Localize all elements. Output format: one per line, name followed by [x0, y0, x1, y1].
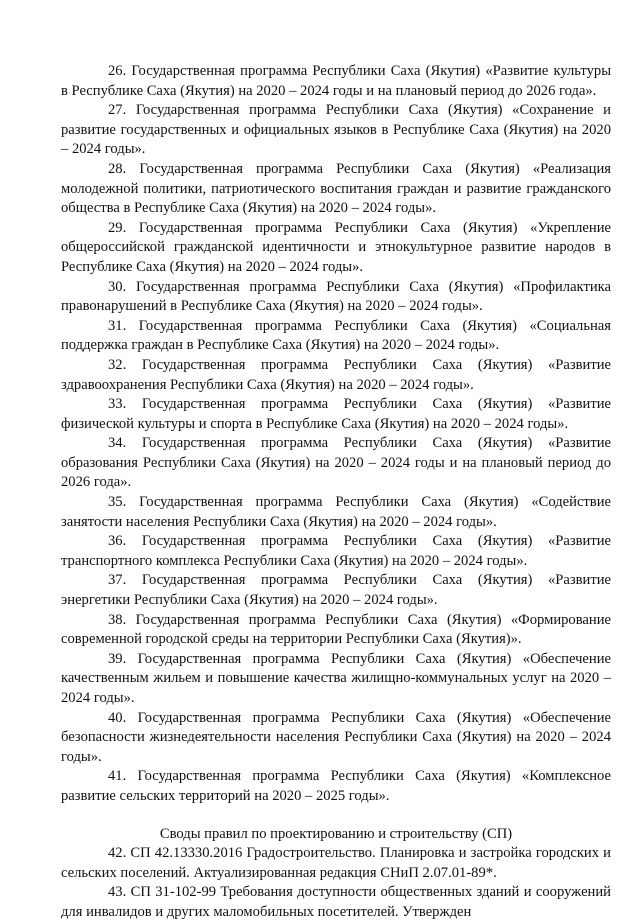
list-item: 26. Государственная программа Республики Саха (Якутия) «Развитие культуры в Республике Саха (Якутия) на 2020 – 2024 годы и на плановый период до 2026 года».	[61, 63, 611, 99]
list-item: 30. Государственная программа Республики Саха (Якутия) «Профилактика правонарушений в Республике Саха (Якутия) на 2020 – 2024 годы».	[61, 278, 611, 315]
list-item: 40. Государственная программа Республики Саха (Якутия) «Обеспечение безопасности жизнедеятельности населения Республики Саха (Якутия) на 2020 – 2024 годы».	[61, 709, 611, 765]
list-item: 32. Государственная программа Республики Саха (Якутия) «Развитие здравоохранения Республики Саха (Якутия) на 2020 – 2024 годы».	[61, 356, 611, 393]
list-item: 42. СП 42.13330.2016 Градостроительство. Планировка и застройка городских и сельских поселений. Актуализированная редакция СНиП 2.07.01-89*.	[61, 845, 611, 881]
list-item: 36. Государственная программа Республики Саха (Якутия) «Развитие транспортного комплекса Республики Саха (Якутия) на 2020 – 2024 годы».	[61, 533, 611, 569]
list-item: 27. Государственная программа Республики Саха (Якутия) «Сохранение и развитие государственных и официальных языков в Республике Саха (Якутия) на 2020 – 2024 годы».	[61, 102, 611, 158]
document-page	[61, 62, 611, 923]
list-item: 31. Государственная программа Республики Саха (Якутия) «Социальная поддержка граждан в Республике Саха (Якутия) на 2020 – 2024 годы».	[61, 317, 611, 354]
list-item: 43. СП 31-102-99 Требования доступности общественных зданий и сооружений для инвалидов и других маломобильных посетителей. Утвержден	[61, 884, 611, 920]
section-heading: Своды правил по проектированию и строительству (СП)	[159, 825, 513, 842]
list-item: 39. Государственная программа Республики Саха (Якутия) «Обеспечение качественным жильем и повышение качества жилищно-коммунальных услуг на 2020 – 2024 годы».	[61, 650, 611, 706]
list-item: 33. Государственная программа Республики Саха (Якутия) «Развитие физической культуры и спорта в Республике Саха (Якутия) на 2020 – 2024 годы».	[61, 396, 611, 432]
list-item: 41. Государственная программа Республики Саха (Якутия) «Комплексное развитие сельских территорий на 2020 – 2025 годы».	[61, 768, 611, 804]
list-item: 34. Государственная программа Республики Саха (Якутия) «Развитие образования Республики Саха (Якутия) на 2020 – 2024 годы и на плановый период до 2026 года».	[61, 435, 611, 491]
list-item: 35. Государственная программа Республики Саха (Якутия) «Содействие занятости населения Республики Саха (Якутия) на 2020 – 2024 годы».	[61, 494, 611, 530]
list-item: 28. Государственная программа Республики Саха (Якутия) «Реализация молодежной политики, патриотического воспитания граждан и развитие гражданского общества в Республике Саха (Якутия) на 2020 – 2024 годы».	[61, 160, 611, 217]
list-item: 38. Государственная программа Республики Саха (Якутия) «Формирование современной городской среды на территории Республики Саха (Якутия)».	[61, 611, 611, 648]
list-item: 29. Государственная программа Республики Саха (Якутия) «Укрепление общероссийской гражданской идентичности и этнокультурное развитие народов в Республике Саха (Якутия) на 2020 – 2024 годы».	[61, 219, 611, 275]
list-item: 37. Государственная программа Республики Саха (Якутия) «Развитие энергетики Республики Саха (Якутия) на 2020 – 2024 годы».	[61, 572, 611, 609]
